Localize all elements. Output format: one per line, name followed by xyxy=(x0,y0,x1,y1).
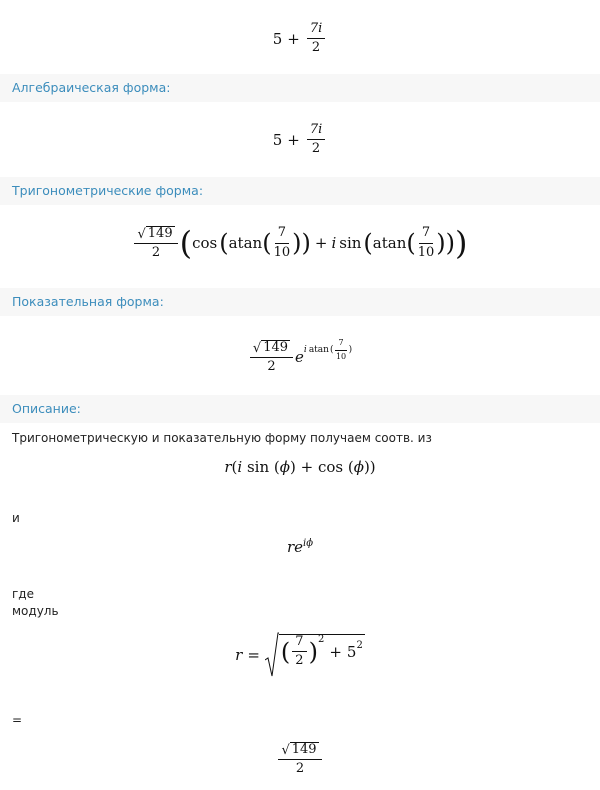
fraction-denominator: 2 xyxy=(267,359,276,374)
sqrt-numerator: √ 149 xyxy=(278,742,321,760)
atan-function: atan xyxy=(308,345,329,355)
real-part: 5 xyxy=(272,29,283,48)
section-title: Описание: xyxy=(12,401,81,416)
trig-general-formula: r(i sin (ϕ) + cos (ϕ)) xyxy=(224,458,376,476)
sqrt-numerator: √ 149 xyxy=(134,226,177,244)
text-where: где xyxy=(12,587,34,601)
real-part: 5 xyxy=(272,130,283,149)
sin-function: sin xyxy=(339,234,362,252)
phi-symbol: ϕ xyxy=(353,458,364,476)
fraction-denominator: 10 xyxy=(335,351,347,361)
euler-e: e xyxy=(294,538,304,556)
fraction-denominator: 2 xyxy=(311,141,321,157)
exp-general-formula xyxy=(0,538,600,556)
exponential-form-formula xyxy=(0,338,600,374)
radicand: 149 xyxy=(291,742,317,757)
modulus-symbol: r xyxy=(224,458,232,476)
imaginary-unit: i xyxy=(331,234,337,252)
radical-sign xyxy=(265,632,279,678)
power: 2 xyxy=(317,634,325,645)
plus-sign: + xyxy=(300,458,314,476)
fraction-numerator: 7 xyxy=(419,226,433,243)
exponent: i atan ( $\frac{7}{10}$ ) xyxy=(303,337,353,361)
algebraic-form-formula xyxy=(0,123,600,157)
exponent: iϕ xyxy=(303,538,314,549)
plus-sign: + xyxy=(329,642,342,661)
top-result xyxy=(0,22,600,56)
description-intro: Тригонометрическую и показательную форму получаем соотв. из xyxy=(12,431,432,445)
sin-function: sin xyxy=(246,458,270,476)
sqrt-numerator: √ 149 xyxy=(250,340,293,358)
exponential-form-header xyxy=(0,288,600,316)
section-title: Показательная форма: xyxy=(12,294,164,309)
plus-sign: + xyxy=(314,234,328,252)
modulus-symbol: r xyxy=(235,646,243,664)
fraction-denominator: 2 xyxy=(311,40,321,56)
fraction-denominator: 2 xyxy=(295,653,304,668)
text-and: и xyxy=(12,511,20,525)
modulus-symbol: r xyxy=(286,538,295,556)
base: 5 xyxy=(346,642,357,661)
atan-function: atan xyxy=(228,234,263,252)
fraction-denominator: 2 xyxy=(295,761,305,777)
radicand: 149 xyxy=(263,339,289,355)
algebraic-form-header xyxy=(0,74,600,102)
cos-function: cos xyxy=(317,458,344,476)
plus-sign: + xyxy=(287,29,300,48)
fraction-denominator: 10 xyxy=(273,244,291,260)
power: 2 xyxy=(356,640,363,651)
section-title: Алгебраическая форма: xyxy=(12,80,171,95)
fraction-numerator: 7i xyxy=(307,123,325,140)
plus-sign: + xyxy=(287,130,300,149)
fraction-denominator: 10 xyxy=(417,244,435,260)
description-header xyxy=(0,395,600,423)
modulus-result xyxy=(0,742,600,777)
fraction-numerator: 7 xyxy=(335,339,346,351)
euler-e: e xyxy=(295,348,304,366)
imaginary-unit: i xyxy=(237,458,243,476)
fraction-numerator: 7i xyxy=(307,22,325,39)
atan-function: atan xyxy=(372,234,407,252)
fraction-denominator: 2 xyxy=(151,245,161,260)
text-equals: = xyxy=(12,713,23,727)
equals-sign: = xyxy=(247,646,260,664)
radicand: 149 xyxy=(147,225,173,241)
text-modulus: модуль xyxy=(12,604,59,618)
trig-form-formula: √ 149 2 ( cos ( atan ( $\frac{7}{10}$ ) ) + i sin ( atan ( $\frac{7}{10}$ ) ) ) xyxy=(0,224,600,260)
fraction-numerator: 7 xyxy=(292,635,306,652)
phi-symbol: ϕ xyxy=(279,458,290,476)
fraction-numerator: 7 xyxy=(275,226,289,243)
trig-form-header xyxy=(0,177,600,205)
cos-function: cos xyxy=(192,234,218,252)
section-title: Тригонометрические форма: xyxy=(12,183,204,198)
modulus-formula: r = ( $\frac{7}{2}$ ) $^2$ + 5 $^2$ xyxy=(0,632,600,678)
imaginary-unit: i xyxy=(303,345,307,355)
